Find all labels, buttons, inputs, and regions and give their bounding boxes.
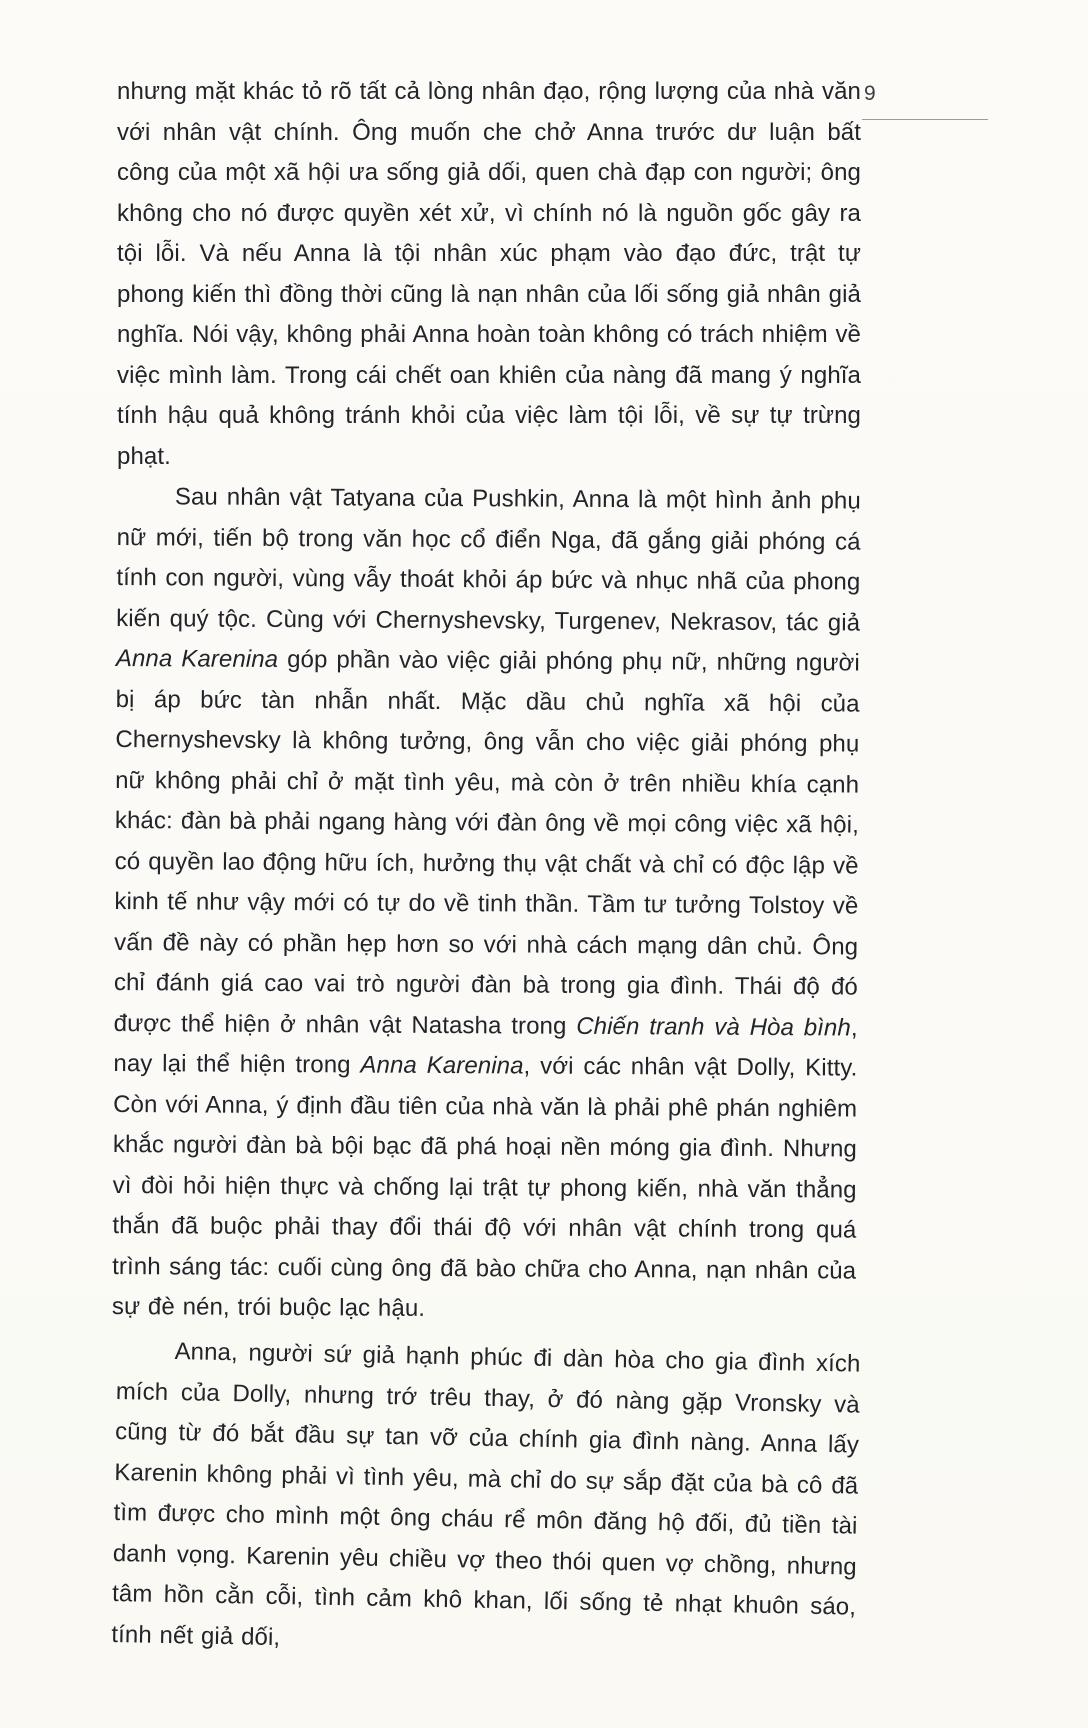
page-text: [111, 72, 861, 1652]
text-run: , với các nhân vật Dolly, Kitty. Còn với Anna, ý định đầu tiên của nhà văn là phải phê phán nghiêm khắc người đàn bà bội bạc đã phá hoại nền móng gia đình. Nhưng vì đòi hỏi hiện thực và chống lại trật tự phong kiến, nhà văn thẳng thắn đã buộc phải thay đổi thái độ với nhân vật chính trong quá trình sáng tác: cuối cùng ông đã bào chữa cho Anna, nạn nhân của sự đè nén, trói buộc lạc hậu.: [111, 1052, 858, 1322]
paragraph: [117, 72, 861, 477]
book-title-italic: Chiến tranh và Hòa bình: [576, 1012, 851, 1041]
text-run: Anna, người sứ giả hạnh phúc đi dàn hòa cho gia đình xích mích của Dolly, nhưng trớ trêu thay, ở đó nàng gặp Vronsky và cũng từ đó bắt đầu sự tan vỡ của chính gia đình nàng. Anna lấy Karenin không phải vì tình yêu, mà chỉ do sự sắp đặt của bà cô đã tìm được cho mình một ông cháu rể môn đăng hộ đối, đủ tiền tài danh vọng. Karenin yêu chiều vợ theo thói quen vợ chồng, nhưng tâm hồn cằn cỗi, tình cảm khô khan, lối sống tẻ nhạt khuôn sáo, tính nết giả dối,: [111, 1337, 861, 1651]
text-run: Sau nhân vật Tatyana của Pushkin, Anna là một hình ảnh phụ nữ mới, tiến bộ trong văn học cổ điển Nga, đã gắng giải phóng cá tính con người, vùng vẫy thoát khỏi áp bức và nhục nhã của phong kiến quý tộc. Cùng với Chernyshevsky, Turgenev, Nekrasov, tác giả: [116, 483, 861, 637]
page-number-rule: [862, 119, 988, 120]
book-title-italic: Anna Karenina: [360, 1051, 524, 1080]
paragraph: [112, 477, 861, 1332]
text-run: góp phần vào việc giải phóng phụ nữ, những người bị áp bức tàn nhẫn nhất. Mặc dầu chủ nghĩa xã hội của Chernyshevsky là không tưởng, ông vẫn cho việc giải phóng phụ nữ không phải chỉ ở mặt tình yêu, mà còn ở trên nhiều khía cạnh khác: đàn bà phải ngang hàng với đàn ông về mọi công việc xã hội, có quyền lao động hữu ích, hưởng thụ vật chất và chỉ có độc lập về kinh tế như vậy mới có tự do về tinh thần. Tầm tư tưởng Tolstoy về vấn đề này có phần hẹp hơn so với nhà cách mạng dân chủ. Ông chỉ đánh giá cao vai trò người đàn bà trong gia đình. Thái độ đó được thể hiện ở nhân vật Natasha trong: [113, 645, 860, 1040]
text-run: nhưng mặt khác tỏ rõ tất cả lòng nhân đạo, rộng lượng của nhà văn với nhân vật chính. Ông muốn che chở Anna trước dư luận bất công của một xã hội ưa sống giả dối, quen chà đạp con người; ông không cho nó được quyền xét xử, vì chính nó là nguồn gốc gây ra tội lỗi. Và nếu Anna là tội nhân xúc phạm vào đạo đức, trật tự phong kiến thì đồng thời cũng là nạn nhân của lối sống giả nhân giả nghĩa. Nói vậy, không phải Anna hoàn toàn không có trách nhiệm về việc mình làm. Trong cái chết oan khiên của nàng đã mang ý nghĩa tính hậu quả không tránh khỏi của việc làm tội lỗi, về sự tự trừng phạt.: [117, 78, 861, 470]
book-title-italic: Anna Karenina: [115, 644, 279, 673]
paragraph: [111, 1330, 861, 1668]
page-number: 9: [864, 82, 876, 105]
text-run: , nay lại thể hiện trong: [113, 1013, 858, 1079]
